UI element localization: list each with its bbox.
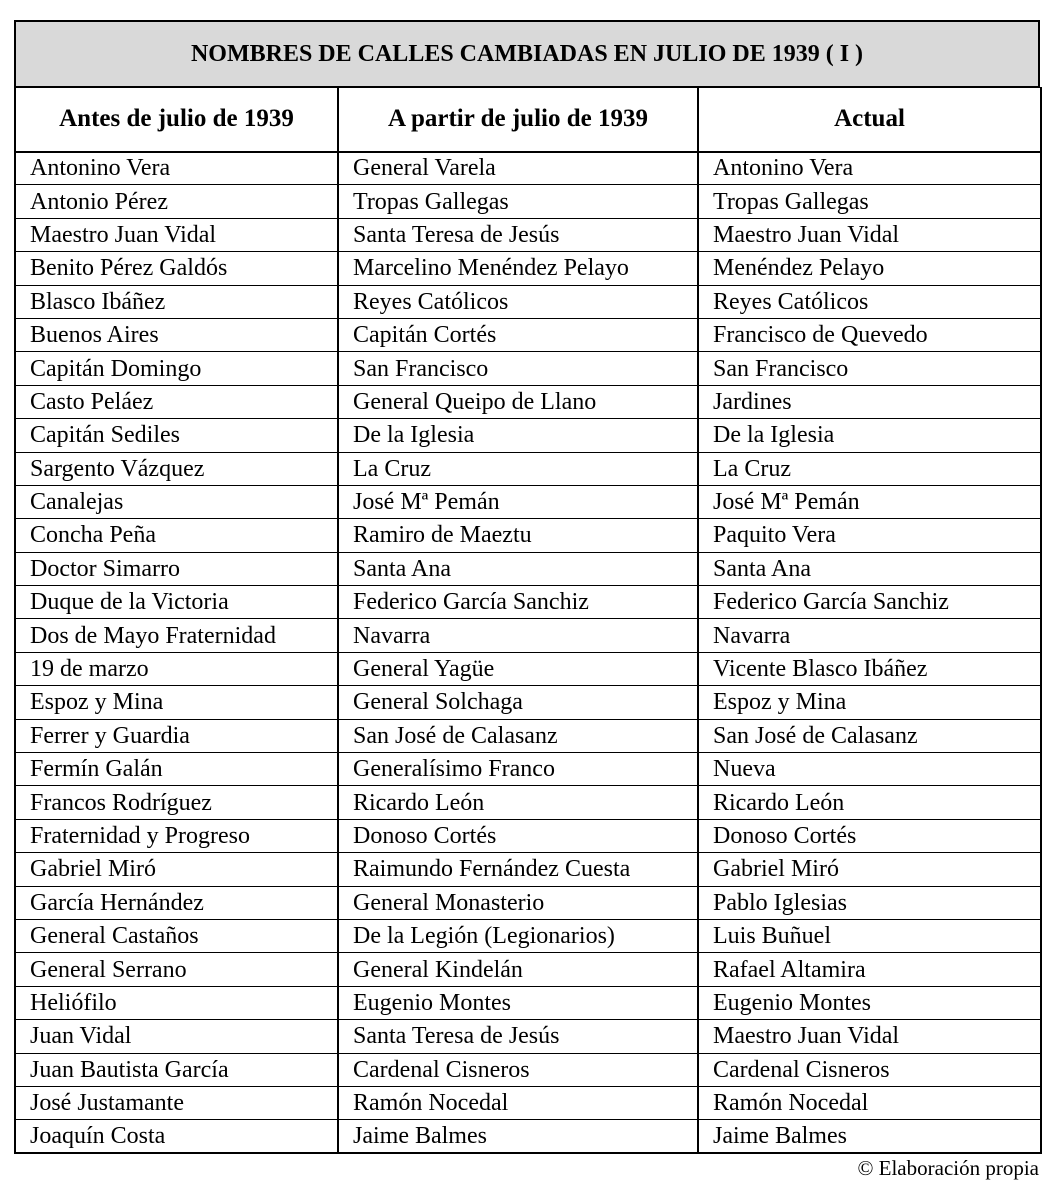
table-row <box>15 886 1041 919</box>
cell-after: General Queipo de Llano <box>338 385 698 418</box>
cell-after: José Mª Pemán <box>338 485 698 518</box>
cell-before: Benito Pérez Galdós <box>15 252 338 285</box>
cell-after: La Cruz <box>338 452 698 485</box>
cell-before: Casto Peláez <box>15 385 338 418</box>
table-row <box>15 619 1041 652</box>
cell-current: Gabriel Miró <box>698 853 1041 886</box>
cell-current: Cardenal Cisneros <box>698 1053 1041 1086</box>
table-row <box>15 452 1041 485</box>
table-row <box>15 252 1041 285</box>
cell-after: Eugenio Montes <box>338 986 698 1019</box>
cell-current: Tropas Gallegas <box>698 185 1041 218</box>
cell-before: Dos de Mayo Fraternidad <box>15 619 338 652</box>
table-row <box>15 218 1041 251</box>
cell-current: San Francisco <box>698 352 1041 385</box>
credit-note: © Elaboración propia <box>857 1156 1039 1180</box>
cell-after: De la Iglesia <box>338 419 698 452</box>
cell-before: General Castaños <box>15 919 338 952</box>
cell-before: Duque de la Victoria <box>15 586 338 619</box>
cell-current: Donoso Cortés <box>698 819 1041 852</box>
cell-current: Francisco de Quevedo <box>698 318 1041 351</box>
cell-current: Luis Buñuel <box>698 919 1041 952</box>
cell-before: Blasco Ibáñez <box>15 285 338 318</box>
column-header-current: Actual <box>698 88 1041 152</box>
cell-before: Capitán Sediles <box>15 419 338 452</box>
cell-current: Antonino Vera <box>698 152 1041 185</box>
table-row <box>15 1053 1041 1086</box>
cell-before: Canalejas <box>15 485 338 518</box>
cell-before: Antonio Pérez <box>15 185 338 218</box>
table-row <box>15 185 1041 218</box>
cell-after: Raimundo Fernández Cuesta <box>338 853 698 886</box>
cell-after: Cardenal Cisneros <box>338 1053 698 1086</box>
cell-current: Jardines <box>698 385 1041 418</box>
cell-current: Pablo Iglesias <box>698 886 1041 919</box>
cell-after: Reyes Católicos <box>338 285 698 318</box>
cell-before: José Justamante <box>15 1086 338 1119</box>
cell-current: De la Iglesia <box>698 419 1041 452</box>
cell-current: Maestro Juan Vidal <box>698 1020 1041 1053</box>
cell-after: Donoso Cortés <box>338 819 698 852</box>
street-names-table <box>14 20 1040 1154</box>
cell-before: General Serrano <box>15 953 338 986</box>
cell-current: Espoz y Mina <box>698 686 1041 719</box>
table-row <box>15 485 1041 518</box>
cell-before: Francos Rodríguez <box>15 786 338 819</box>
cell-before: Sargento Vázquez <box>15 452 338 485</box>
cell-after: Santa Teresa de Jesús <box>338 1020 698 1053</box>
cell-after: Navarra <box>338 619 698 652</box>
cell-current: Rafael Altamira <box>698 953 1041 986</box>
cell-after: Santa Ana <box>338 552 698 585</box>
cell-before: Fermín Galán <box>15 753 338 786</box>
cell-after: Jaime Balmes <box>338 1120 698 1153</box>
cell-before: Maestro Juan Vidal <box>15 218 338 251</box>
cell-current: La Cruz <box>698 452 1041 485</box>
cell-before: Heliófilo <box>15 986 338 1019</box>
cell-current: José Mª Pemán <box>698 485 1041 518</box>
table-title: NOMBRES DE CALLES CAMBIADAS EN JULIO DE 1939 ( I ) <box>14 20 1040 87</box>
cell-current: Menéndez Pelayo <box>698 252 1041 285</box>
table-row <box>15 419 1041 452</box>
cell-after: Federico García Sanchiz <box>338 586 698 619</box>
cell-before: Joaquín Costa <box>15 1120 338 1153</box>
table-row <box>15 719 1041 752</box>
table-row <box>15 1120 1041 1153</box>
cell-current: Nueva <box>698 753 1041 786</box>
table-row <box>15 152 1041 185</box>
cell-before: Fraternidad y Progreso <box>15 819 338 852</box>
table-row <box>15 786 1041 819</box>
table-body <box>15 152 1041 1154</box>
cell-before: 19 de marzo <box>15 652 338 685</box>
table-row <box>15 1086 1041 1119</box>
table-row <box>15 686 1041 719</box>
cell-before: Buenos Aires <box>15 318 338 351</box>
cell-current: Vicente Blasco Ibáñez <box>698 652 1041 685</box>
table-row <box>15 652 1041 685</box>
cell-before: García Hernández <box>15 886 338 919</box>
cell-before: Doctor Simarro <box>15 552 338 585</box>
header-row <box>15 88 1041 152</box>
cell-current: Federico García Sanchiz <box>698 586 1041 619</box>
table-row <box>15 285 1041 318</box>
cell-after: San Francisco <box>338 352 698 385</box>
cell-current: Ramón Nocedal <box>698 1086 1041 1119</box>
table-row <box>15 853 1041 886</box>
cell-current: Eugenio Montes <box>698 986 1041 1019</box>
cell-before: Ferrer y Guardia <box>15 719 338 752</box>
cell-current: Santa Ana <box>698 552 1041 585</box>
cell-after: De la Legión (Legionarios) <box>338 919 698 952</box>
table-row <box>15 953 1041 986</box>
cell-after: Generalísimo Franco <box>338 753 698 786</box>
cell-after: Marcelino Menéndez Pelayo <box>338 252 698 285</box>
table-row <box>15 986 1041 1019</box>
column-header-before: Antes de julio de 1939 <box>15 88 338 152</box>
cell-current: Ricardo León <box>698 786 1041 819</box>
column-header-after: A partir de julio de 1939 <box>338 88 698 152</box>
cell-before: Juan Bautista García <box>15 1053 338 1086</box>
table-row <box>15 352 1041 385</box>
cell-after: Ramón Nocedal <box>338 1086 698 1119</box>
cell-after: General Monasterio <box>338 886 698 919</box>
cell-after: General Solchaga <box>338 686 698 719</box>
cell-before: Antonino Vera <box>15 152 338 185</box>
cell-before: Espoz y Mina <box>15 686 338 719</box>
cell-before: Juan Vidal <box>15 1020 338 1053</box>
table-row <box>15 919 1041 952</box>
cell-current: Navarra <box>698 619 1041 652</box>
table-row <box>15 318 1041 351</box>
cell-current: Paquito Vera <box>698 519 1041 552</box>
cell-after: General Yagüe <box>338 652 698 685</box>
cell-current: San José de Calasanz <box>698 719 1041 752</box>
cell-after: Santa Teresa de Jesús <box>338 218 698 251</box>
cell-after: San José de Calasanz <box>338 719 698 752</box>
table-row <box>15 1020 1041 1053</box>
cell-after: General Varela <box>338 152 698 185</box>
cell-after: General Kindelán <box>338 953 698 986</box>
table-row <box>15 819 1041 852</box>
cell-before: Capitán Domingo <box>15 352 338 385</box>
table-row <box>15 586 1041 619</box>
cell-after: Capitán Cortés <box>338 318 698 351</box>
cell-after: Ramiro de Maeztu <box>338 519 698 552</box>
cell-before: Concha Peña <box>15 519 338 552</box>
table-row <box>15 519 1041 552</box>
cell-before: Gabriel Miró <box>15 853 338 886</box>
cell-current: Maestro Juan Vidal <box>698 218 1041 251</box>
table-row <box>15 552 1041 585</box>
cell-after: Tropas Gallegas <box>338 185 698 218</box>
table-row <box>15 385 1041 418</box>
table-row <box>15 753 1041 786</box>
data-table <box>14 87 1042 1154</box>
cell-current: Reyes Católicos <box>698 285 1041 318</box>
cell-current: Jaime Balmes <box>698 1120 1041 1153</box>
cell-after: Ricardo León <box>338 786 698 819</box>
